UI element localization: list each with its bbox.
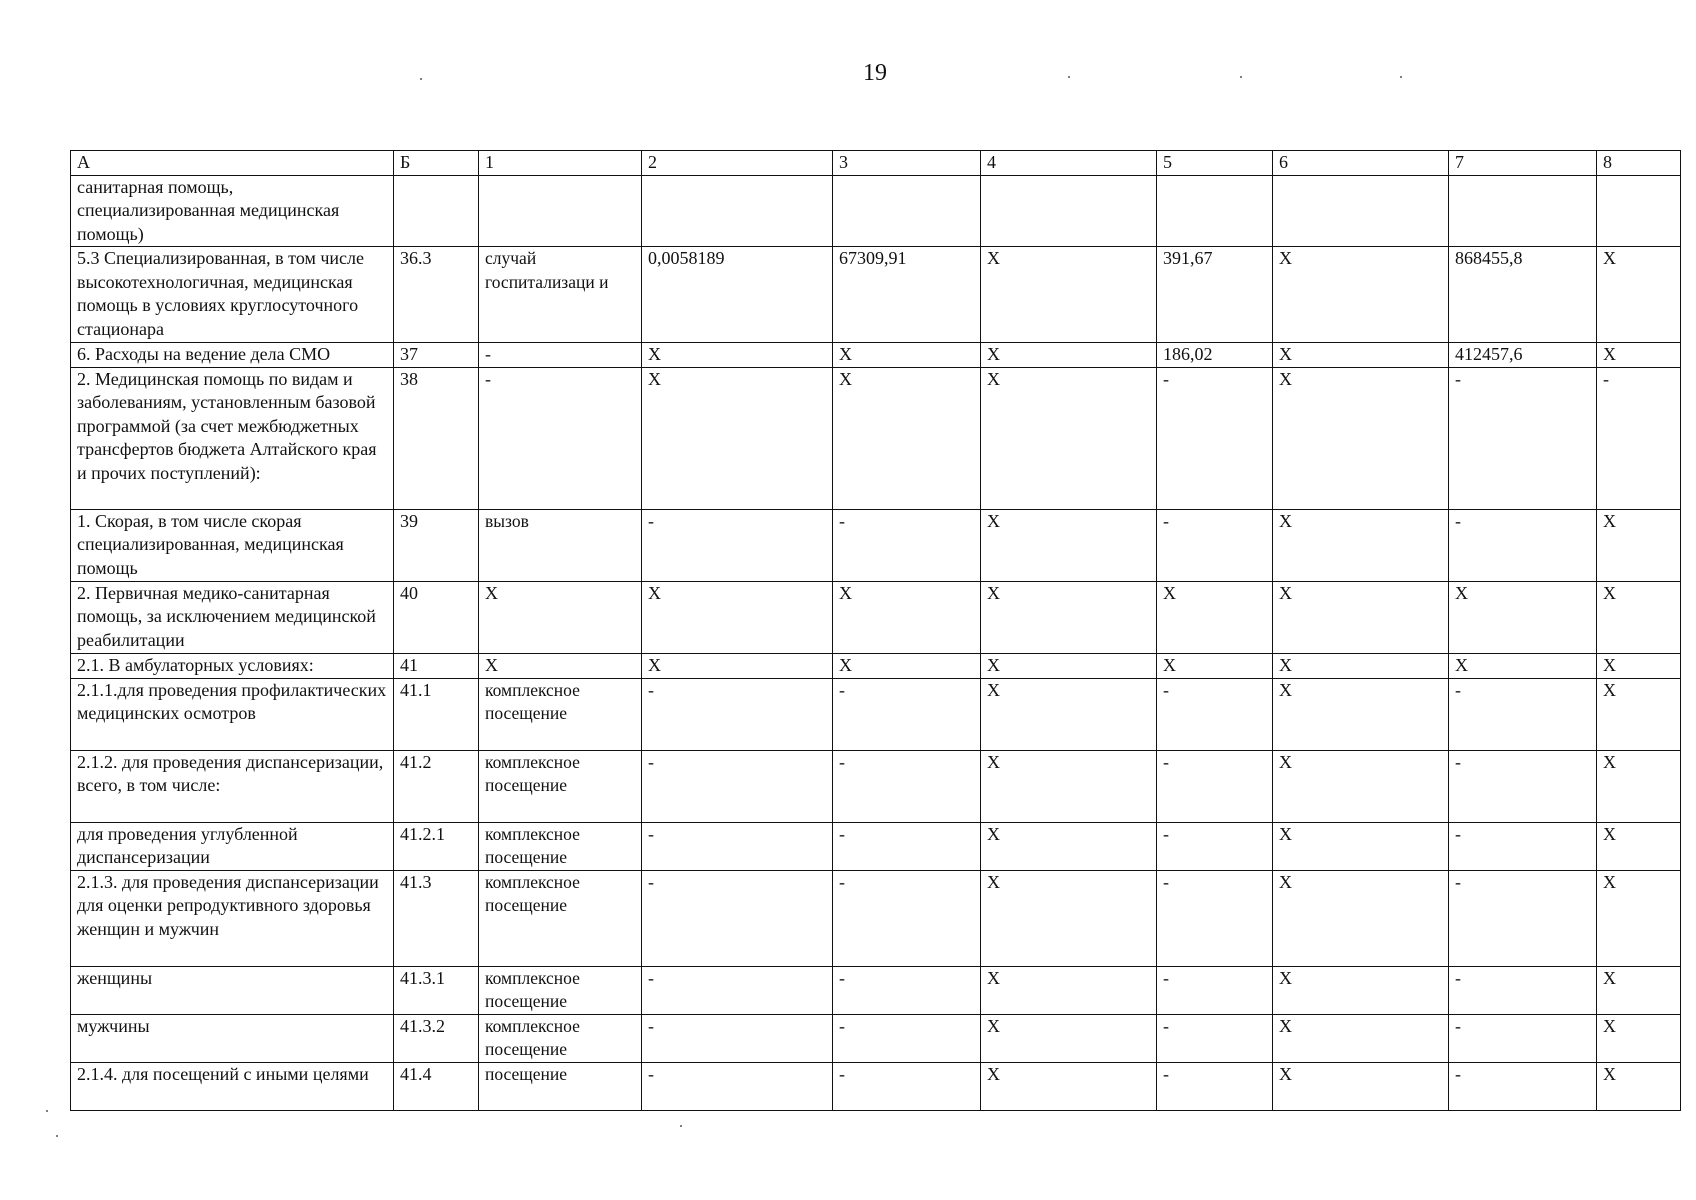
table-cell: 391,67: [1157, 247, 1273, 343]
table-row: [71, 581, 1681, 653]
table-cell: Х: [981, 966, 1157, 1014]
table-cell: -: [1449, 509, 1597, 581]
table-cell: -: [1157, 367, 1273, 509]
table-cell: -: [1449, 1062, 1597, 1110]
column-header: 1: [479, 151, 642, 176]
table-cell: -: [1449, 966, 1597, 1014]
table-cell: -: [642, 678, 833, 750]
page-number: 19: [863, 60, 887, 86]
table-cell: 36.3: [394, 247, 479, 343]
column-header: 7: [1449, 151, 1597, 176]
table-cell: -: [1449, 822, 1597, 870]
scan-speck: [56, 1135, 58, 1137]
row-label: санитарная помощь, специализированная медицинская помощь): [71, 175, 394, 247]
table-cell: -: [642, 1014, 833, 1062]
table-header-row: [71, 151, 1681, 176]
table-cell: Х: [981, 367, 1157, 509]
table-cell: [1449, 175, 1597, 247]
row-label: 2. Первичная медико-санитарная помощь, за исключением медицинской реабилитации: [71, 581, 394, 653]
table-cell: Х: [1449, 581, 1597, 653]
table-cell: -: [1157, 870, 1273, 966]
row-label: 6. Расходы на ведение дела СМО: [71, 343, 394, 368]
scan-speck: [1400, 76, 1402, 78]
table-cell: Х: [642, 367, 833, 509]
table-cell: Х: [1273, 653, 1449, 678]
table-cell: Х: [1597, 678, 1681, 750]
table-cell: 41.3.1: [394, 966, 479, 1014]
row-label: 5.3 Специализированная, в том числе высокотехнологичная, медицинская помощь в условиях круглосуточного стационара: [71, 247, 394, 343]
table-cell: [642, 175, 833, 247]
table-cell: -: [1157, 509, 1273, 581]
row-label: 2.1.4. для посещений с иными целями: [71, 1062, 394, 1110]
table-cell: 38: [394, 367, 479, 509]
table-cell: 186,02: [1157, 343, 1273, 368]
column-header: 2: [642, 151, 833, 176]
table-cell: Х: [833, 343, 981, 368]
table-cell: -: [642, 822, 833, 870]
row-label: 2.1.1.для проведения профилактических медицинских осмотров: [71, 678, 394, 750]
scan-speck: [680, 1125, 682, 1127]
table-cell: Х: [1273, 822, 1449, 870]
table-cell: 67309,91: [833, 247, 981, 343]
row-label: 2.1. В амбулаторных условиях:: [71, 653, 394, 678]
table-cell: 41.3.2: [394, 1014, 479, 1062]
row-label: мужчины: [71, 1014, 394, 1062]
table-cell: Х: [1597, 1014, 1681, 1062]
table-cell: Х: [1273, 870, 1449, 966]
table-cell: Х: [1273, 750, 1449, 822]
table-cell: Х: [981, 581, 1157, 653]
table-cell: посещение: [479, 1062, 642, 1110]
table-cell: Х: [981, 509, 1157, 581]
table-cell: 41.3: [394, 870, 479, 966]
table-cell: Х: [1597, 343, 1681, 368]
table-cell: 40: [394, 581, 479, 653]
table-cell: -: [1157, 678, 1273, 750]
table-cell: -: [833, 1014, 981, 1062]
table-row: [71, 1062, 1681, 1110]
table-cell: -: [1157, 822, 1273, 870]
table-cell: Х: [1597, 1062, 1681, 1110]
column-header: 8: [1597, 151, 1681, 176]
table-cell: -: [1449, 750, 1597, 822]
row-label: 2.1.3. для проведения диспансеризации для оценки репродуктивного здоровья женщин и мужчин: [71, 870, 394, 966]
table-cell: комплексное посещение: [479, 678, 642, 750]
table-cell: Х: [1273, 678, 1449, 750]
table-row: [71, 678, 1681, 750]
column-header: 3: [833, 151, 981, 176]
table-cell: [394, 175, 479, 247]
row-label: женщины: [71, 966, 394, 1014]
table-cell: Х: [479, 581, 642, 653]
table-cell: [1273, 175, 1449, 247]
table-cell: Х: [1597, 750, 1681, 822]
table-cell: -: [1449, 678, 1597, 750]
table-cell: Х: [833, 367, 981, 509]
table-cell: Х: [1157, 653, 1273, 678]
column-header: 4: [981, 151, 1157, 176]
table-cell: -: [833, 509, 981, 581]
row-label: 2. Медицинская помощь по видам и заболеваниям, установленным базовой программой (за счет межбюджетных трансфертов бюджета Алтайского края и прочих поступлений):: [71, 367, 394, 509]
table-cell: -: [833, 750, 981, 822]
table-cell: Х: [981, 1014, 1157, 1062]
table-cell: -: [1449, 1014, 1597, 1062]
table-cell: [479, 175, 642, 247]
table-row: [71, 367, 1681, 509]
table-row: [71, 750, 1681, 822]
table-cell: -: [1449, 870, 1597, 966]
table-cell: Х: [981, 750, 1157, 822]
data-table: [70, 150, 1681, 1111]
table-cell: Х: [981, 822, 1157, 870]
table-cell: -: [833, 1062, 981, 1110]
table-cell: 41.4: [394, 1062, 479, 1110]
table-cell: комплексное посещение: [479, 822, 642, 870]
table-cell: -: [642, 1062, 833, 1110]
table-cell: -: [479, 367, 642, 509]
table-cell: -: [1157, 966, 1273, 1014]
table-cell: Х: [1597, 653, 1681, 678]
table-cell: Х: [642, 581, 833, 653]
table-cell: -: [479, 343, 642, 368]
table-cell: комплексное посещение: [479, 966, 642, 1014]
table-cell: 39: [394, 509, 479, 581]
table-cell: 41.1: [394, 678, 479, 750]
column-header: А: [71, 151, 394, 176]
table-cell: комплексное посещение: [479, 750, 642, 822]
column-header: Б: [394, 151, 479, 176]
table-row: [71, 966, 1681, 1014]
table-row: [71, 509, 1681, 581]
table-row: [71, 822, 1681, 870]
table-cell: 412457,6: [1449, 343, 1597, 368]
table-row: [71, 343, 1681, 368]
table-cell: -: [1597, 367, 1681, 509]
table-cell: Х: [981, 1062, 1157, 1110]
table-cell: Х: [1273, 1014, 1449, 1062]
scan-speck: [1240, 76, 1242, 78]
table-cell: 37: [394, 343, 479, 368]
table-cell: вызов: [479, 509, 642, 581]
table-cell: 41.2: [394, 750, 479, 822]
table-cell: 41.2.1: [394, 822, 479, 870]
table-cell: Х: [1273, 581, 1449, 653]
row-label: для проведения углубленной диспансеризации: [71, 822, 394, 870]
table-cell: Х: [1273, 966, 1449, 1014]
table-cell: Х: [981, 343, 1157, 368]
table-cell: Х: [1449, 653, 1597, 678]
table-cell: Х: [479, 653, 642, 678]
table-row: [71, 653, 1681, 678]
table-row: [71, 247, 1681, 343]
table-cell: -: [1157, 1014, 1273, 1062]
row-label: 1. Скорая, в том числе скорая специализированная, медицинская помощь: [71, 509, 394, 581]
table-cell: [1157, 175, 1273, 247]
table-cell: -: [642, 966, 833, 1014]
table-cell: Х: [1597, 581, 1681, 653]
scan-speck: [420, 78, 422, 80]
table-cell: Х: [1597, 822, 1681, 870]
table-cell: Х: [1273, 247, 1449, 343]
table-cell: Х: [1273, 367, 1449, 509]
table-cell: 41: [394, 653, 479, 678]
table-cell: Х: [1157, 581, 1273, 653]
table-cell: Х: [1597, 509, 1681, 581]
table-cell: Х: [833, 581, 981, 653]
table-cell: [1597, 175, 1681, 247]
table-cell: -: [833, 822, 981, 870]
table-cell: Х: [642, 653, 833, 678]
table-cell: Х: [833, 653, 981, 678]
table-cell: Х: [1273, 509, 1449, 581]
table-cell: -: [833, 870, 981, 966]
table-cell: Х: [1273, 343, 1449, 368]
scan-speck: [46, 1110, 48, 1112]
column-header: 5: [1157, 151, 1273, 176]
table-cell: Х: [981, 870, 1157, 966]
scan-speck: [1068, 76, 1070, 78]
table-cell: 0,0058189: [642, 247, 833, 343]
table-cell: комплексное посещение: [479, 870, 642, 966]
table-cell: Х: [1273, 1062, 1449, 1110]
table-cell: Х: [1597, 247, 1681, 343]
table-cell: -: [1449, 367, 1597, 509]
table-cell: -: [1157, 750, 1273, 822]
table-cell: [833, 175, 981, 247]
table-cell: -: [1157, 1062, 1273, 1110]
row-label: 2.1.2. для проведения диспансеризации, всего, в том числе:: [71, 750, 394, 822]
table-cell: Х: [981, 678, 1157, 750]
column-header: 6: [1273, 151, 1449, 176]
table-cell: Х: [981, 247, 1157, 343]
table-cell: -: [833, 678, 981, 750]
table-cell: случай госпитализаци и: [479, 247, 642, 343]
table-cell: 868455,8: [1449, 247, 1597, 343]
table-cell: -: [642, 509, 833, 581]
table-row: [71, 870, 1681, 966]
table-cell: комплексное посещение: [479, 1014, 642, 1062]
table-row: [71, 1014, 1681, 1062]
table-cell: Х: [642, 343, 833, 368]
table-cell: Х: [1597, 870, 1681, 966]
table-cell: [981, 175, 1157, 247]
table-cell: -: [642, 750, 833, 822]
table-cell: -: [833, 966, 981, 1014]
table-cell: Х: [1597, 966, 1681, 1014]
table-cell: -: [642, 870, 833, 966]
table-cell: Х: [981, 653, 1157, 678]
table-row: [71, 175, 1681, 247]
